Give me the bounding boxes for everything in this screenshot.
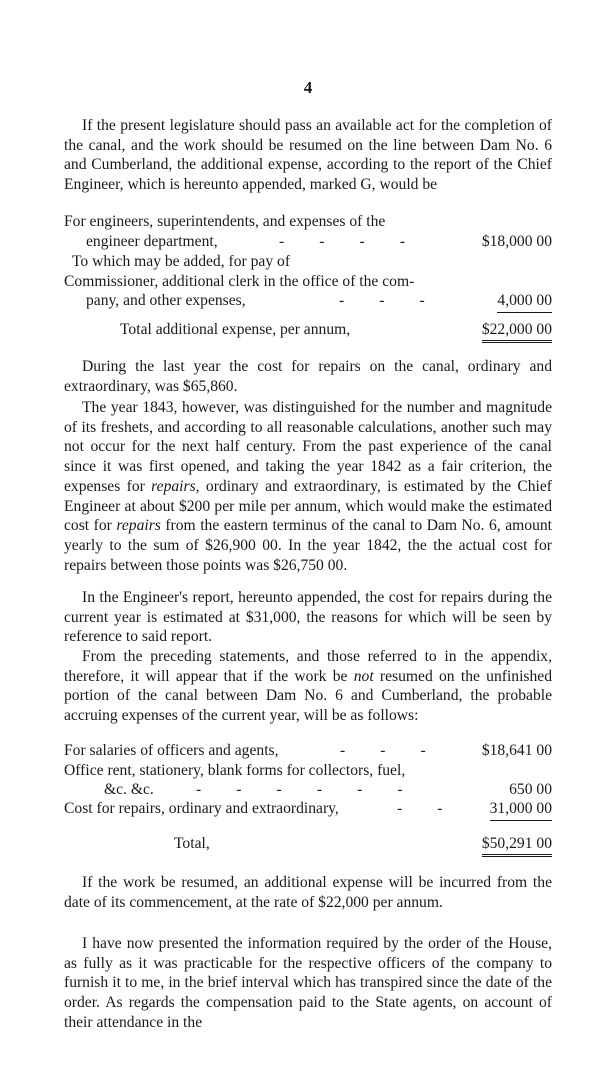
table1-total-label: Total additional expense, per annum, [120,321,351,338]
table2-row3-leaders: - - [397,800,443,817]
table1-row1-line1: For engineers, superintendents, and expenses of the [64,213,386,230]
table2-row1 [64,741,552,761]
paragraph-freshets: The year 1843, however, was distinguished for the number and magnitude of its freshets, and according to all reasonable calculations, another such may not occur for the next half century. From the past experience of the canal since it was first opened, and taking the year 1842 as a fair criterion, the expenses for repairs, ordinary and extraordinary, is estimated by the Chief Engineer at about $200 per mile per annum, which would make the estimated cost for repairs from the eastern terminus of the canal to Dam No. 6, amount yearly to the sum of $26,900 00. In the year 1842, the the actual cost for repairs between those points was $26,750 00. [64,399,552,574]
table1-row1-amount: $18,000 00 [481,233,552,250]
table1-row2-amount: 4,000 00 [497,291,552,313]
table2-total-row [64,834,552,854]
table2-row1-label: For salaries of officers and agents, [64,742,279,759]
page-number: 4 [303,78,313,97]
table1-row2-line1: To which may be added, for pay of [72,253,291,270]
table1-row2-line3 [64,291,552,311]
table1-row2-leaders: - - - [339,292,425,309]
paragraph-information-presented: I have now presented the information required by the order of the House, as fully as it was practicable for the respective officers of the company to furnish it to me, in the brief interval which has transpired since the date of the order. As regards the compensation paid to the State agents, on account of their attendance in the [64,935,552,1031]
paragraph-additional-expense: If the work be resumed, an additional expense will be incurred from the date of its commencement, at the rate of $22,000 per annum. [64,874,552,911]
table1-total-amount: $22,000 00 [482,320,552,343]
table2-row3 [64,799,552,819]
table1-row2-line2: Commissioner, additional clerk in the office of the com- [64,273,415,290]
paragraph-engineer-report: In the Engineer's report, hereunto appended, the cost for repairs during the current year is estimated at $31,000, the reasons for which will be seen by reference to said report. [64,589,552,646]
table2-row2-label: &c. &c. [104,781,154,798]
paragraph-text: If the present legislature should pass an available act for the completion of the canal, and the work should be resumed on the line between Dam No. 6 and Cumberland, the additional expense, according to the report of the Chief Engineer, which is hereunto appended, marked G, would be [64,117,552,194]
table1-row2-label: pany, and other expenses, [86,292,246,309]
table2-row2-leaders: - - - - - - [196,781,403,798]
table2-row2-amount: 650 00 [509,781,552,798]
table2-total-amount: $50,291 00 [482,834,552,857]
table2-total-label: Total, [174,835,210,852]
table2-row3-amount: 31,000 00 [490,799,552,821]
table1-total-row [64,320,552,340]
paragraph-repairs-last-year: During the last year the cost for repairs on the canal, ordinary and extraordinary, was $65,860. [64,358,552,395]
paragraph-preceding-statements: From the preceding statements, and those referred to in the appendix, therefore, it will appear that if the work be not resumed on the unfinished portion of the canal between Dam No. 6 and Cumberland, the probable accruing expenses of the current year, will be as follows: [64,648,553,725]
table2-row1-amount: $18,641 00 [481,742,552,759]
table2-row2-line1: Office rent, stationery, blank forms for collectors, fuel, [64,762,406,779]
table2-row2-line2 [64,780,552,800]
table1-row1-line2 [64,232,552,252]
table1-row1-label: engineer department, [86,233,218,250]
paragraph-legislature [64,116,552,195]
table2-row3-label: Cost for repairs, ordinary and extraordinary, [64,800,339,817]
table2-row1-leaders: - - - [340,742,426,759]
table1-row1-leaders: - - - - [279,233,406,250]
